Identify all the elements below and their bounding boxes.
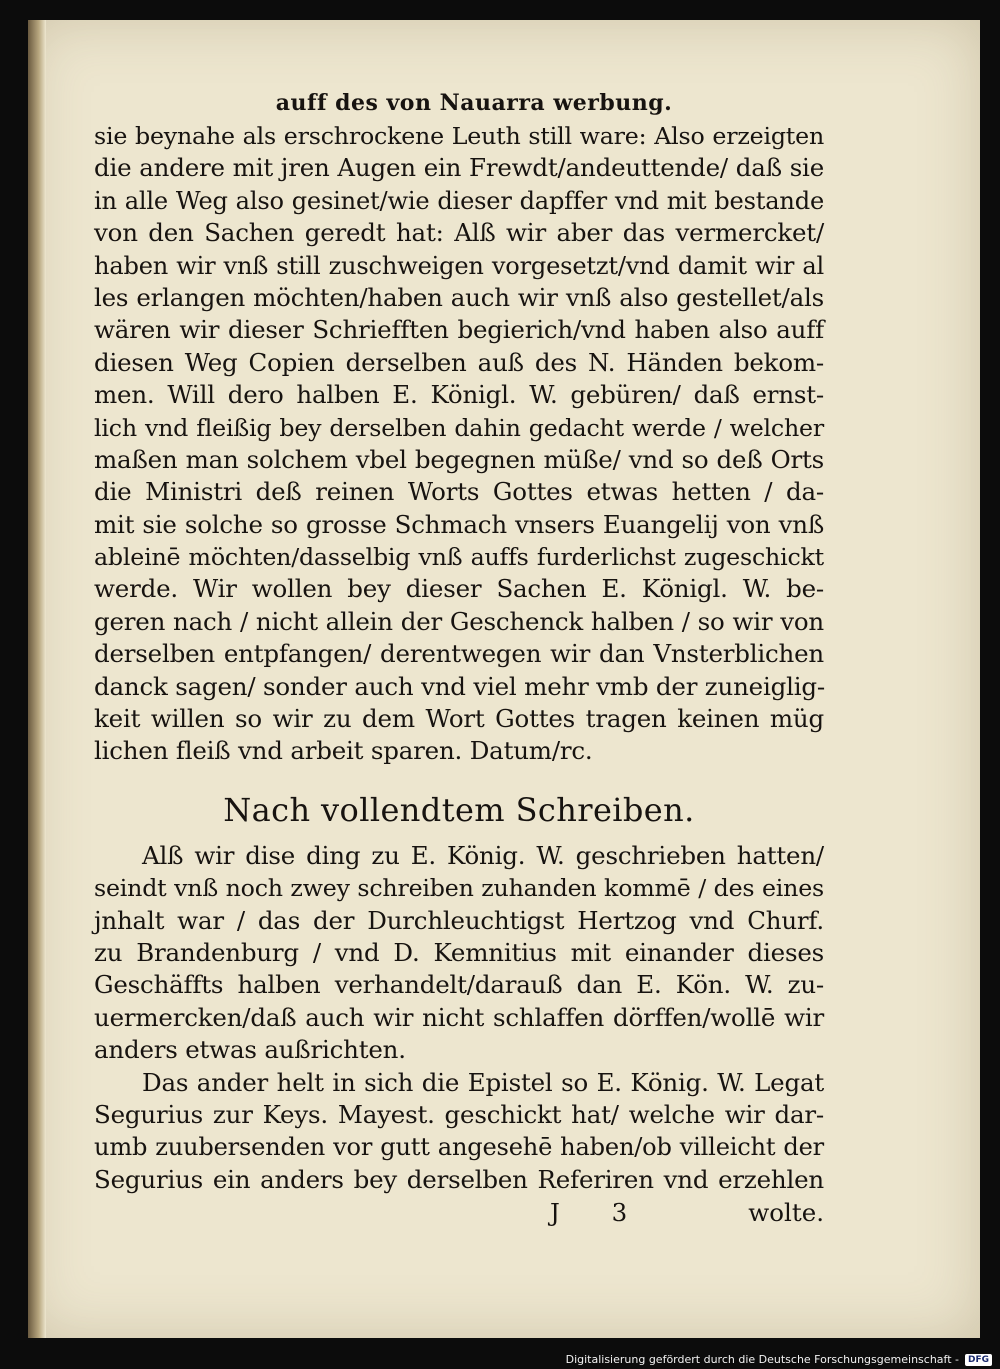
- text-line: uermercken/daß auch wir nicht schlaffen dörffen/wollē wir: [94, 1002, 824, 1032]
- text-line: diesen Weg Copien derselben auß des N. Händen bekom-: [94, 347, 824, 377]
- text-line: werde. Wir wollen bey dieser Sachen E. Königl. W. be-: [94, 574, 824, 604]
- section-heading: Nach vollendtem Schreiben.: [223, 790, 695, 829]
- paragraph-1: [94, 120, 824, 768]
- text-line: Segurius zur Keys. Mayest. geschickt hat/ welche wir dar-: [94, 1099, 824, 1129]
- text-line: von den Sachen geredt hat: Alß wir aber das vermercket/: [94, 218, 824, 248]
- text-line: seindt vnß noch zwey schreiben zuhanden kommē / des eines: [94, 874, 824, 903]
- paragraph-3: [94, 1067, 824, 1197]
- text-line: ableinē möchten/dasselbig vnß auffs furderlichst zugeschickt: [94, 543, 824, 572]
- text-line: umb zuubersenden vor gutt angesehē haben/ob villeicht der: [94, 1133, 824, 1162]
- text-line: keit willen so wir zu dem Wort Gottes tragen keinen müg: [94, 704, 824, 734]
- text-line: anders etwas außrichten.: [94, 1035, 406, 1065]
- page-text-block: [94, 88, 824, 1230]
- text-line: lichen fleiß vnd arbeit sparen. Datum/rc.: [94, 736, 593, 766]
- page-gutter-edge: [28, 20, 46, 1338]
- dfg-logo: DFG: [965, 1354, 992, 1366]
- text-line: lich vnd fleißig bey derselben dahin gedacht werde / welcher: [94, 413, 824, 442]
- digitization-credit: [566, 1353, 992, 1366]
- text-line: geren nach / nicht allein der Geschenck halben / so wir von: [94, 606, 824, 636]
- credit-text: Digitalisierung gefördert durch die Deutsche Forschungsgemeinschaft -: [565, 1353, 959, 1366]
- book-page: [28, 20, 980, 1338]
- paragraph-2: [94, 840, 824, 1067]
- catchword: wolte.: [748, 1198, 824, 1228]
- text-line: Geschäffts halben verhandelt/darauß dan E. Kön. W. zu-: [94, 970, 824, 1000]
- page-footer-line: [94, 1196, 824, 1230]
- text-line: die Ministri deß reinen Worts Gottes etwas hetten / da-: [94, 477, 824, 507]
- text-line: men. Will dero halben E. Königl. W. gebüren/ daß ernst-: [94, 380, 824, 410]
- text-line: jnhalt war / das der Durchleuchtigst Hertzog vnd Churf.: [94, 905, 824, 935]
- text-line: les erlangen möchten/haben auch wir vnß also gestellet/als: [94, 282, 824, 312]
- text-line: die andere mit jren Augen ein Frewdt/andeuttende/ daß sie: [94, 153, 824, 183]
- text-line: derselben entpfangen/ derentwegen wir dan Vnsterblichen: [94, 639, 824, 669]
- text-line: wären wir dieser Schriefften begierich/vnd haben also auff: [94, 315, 824, 345]
- text-line: danck sagen/ sonder auch vnd viel mehr vmb der zuneiglig-: [94, 671, 825, 701]
- text-line: haben wir vnß still zuschweigen vorgesetzt/vnd damit wir al: [94, 251, 824, 280]
- text-line: maßen man solchem vbel begegnen müße/ vnd so deß Orts: [94, 444, 824, 474]
- running-head: auff des von Nauarra werbung.: [275, 90, 673, 116]
- signature-mark: J 3: [550, 1198, 650, 1228]
- text-line: in alle Weg also gesinet/wie dieser dapffer vnd mit bestande: [94, 186, 824, 215]
- text-line: sie beynahe als erschrockene Leuth still ware: Also erzeigten: [94, 122, 824, 150]
- text-line: Das ander helt in sich die Epistel so E. König. W. Legat: [142, 1067, 824, 1097]
- text-line: zu Brandenburg / vnd D. Kemnitius mit einander dieses: [94, 937, 824, 967]
- text-line: Alß wir dise ding zu E. König. W. geschrieben hatten/: [142, 840, 824, 870]
- text-line: Segurius ein anders bey derselben Referiren vnd erzehlen: [94, 1164, 824, 1194]
- text-line: mit sie solche so grosse Schmach vnsers Euangelij von vnß: [94, 509, 824, 539]
